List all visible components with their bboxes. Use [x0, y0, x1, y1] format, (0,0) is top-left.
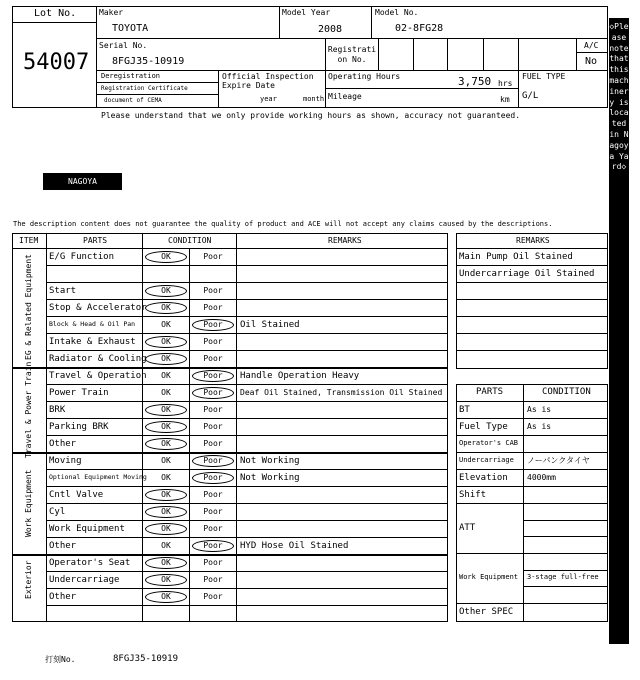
- part-label: Moving: [49, 456, 82, 466]
- part-label: E/G Function: [49, 252, 115, 262]
- condition-poor: Poor: [203, 507, 223, 516]
- model-year-label: Model Year: [282, 8, 331, 17]
- location-badge: [43, 173, 122, 190]
- condition-ok: OK: [161, 473, 171, 482]
- remark-text: Not Working: [240, 456, 300, 466]
- lot-number: 54007: [23, 50, 90, 75]
- maker-label: Maker: [99, 8, 124, 17]
- fuel-type-label: FUEL TYPE: [522, 72, 566, 81]
- right-parts-header: PARTS: [476, 387, 504, 397]
- right-part-condition: As is: [527, 405, 552, 414]
- condition-poor: Poor: [192, 370, 234, 382]
- right-part-label: Elevation: [459, 473, 508, 483]
- remark-text: Oil Stained: [240, 320, 300, 330]
- condition-poor: Poor: [203, 354, 223, 363]
- condition-poor: Poor: [203, 405, 223, 414]
- condition-poor: Poor: [203, 439, 223, 448]
- right-condition-header: CONDITION: [542, 387, 591, 397]
- condition-poor: Poor: [192, 540, 234, 552]
- remark-text: HYD Hose Oil Stained: [240, 541, 349, 551]
- part-label: Cyl: [49, 507, 66, 517]
- condition-ok: OK: [145, 591, 187, 603]
- condition-poor: Poor: [192, 472, 234, 484]
- maker-value: TOYOTA: [112, 23, 149, 34]
- right-part-label: ATT: [459, 523, 476, 533]
- condition-ok: OK: [145, 489, 187, 501]
- condition-poor: Poor: [192, 387, 234, 399]
- condition-ok: OK: [145, 557, 187, 569]
- group-label: Work Equipment: [24, 469, 33, 537]
- km-unit: km: [500, 95, 510, 104]
- right-part-label: Fuel Type: [459, 422, 508, 432]
- col-parts-header: PARTS: [83, 236, 108, 245]
- group-label: Exterior: [24, 560, 33, 599]
- year-label: year: [260, 95, 277, 103]
- group-label: EG & Related Equipment: [24, 254, 33, 361]
- condition-ok: OK: [145, 302, 187, 314]
- part-label: Parking BRK: [49, 422, 109, 432]
- condition-ok: OK: [145, 421, 187, 433]
- inspection-label: Official Inspection Expire Date: [222, 72, 314, 90]
- condition-poor: Poor: [203, 524, 223, 533]
- right-part-condition: As is: [527, 422, 552, 431]
- part-label: Operator's Seat: [49, 558, 131, 568]
- condition-poor: Poor: [203, 575, 223, 584]
- mileage-label: Mileage: [328, 92, 362, 101]
- side-banner-text: ◇Please note that this machinery is located in Nagoya Yard◇: [609, 22, 629, 172]
- condition-ok: OK: [145, 523, 187, 535]
- condition-poor: Poor: [203, 592, 223, 601]
- ac-label: A/C: [584, 41, 599, 50]
- condition-ok: OK: [145, 285, 187, 297]
- model-no-label: Model No.: [375, 8, 419, 17]
- condition-poor: Poor: [203, 252, 223, 261]
- condition-poor: Poor: [203, 286, 223, 295]
- right-part-label: Operator's CAB: [459, 439, 519, 447]
- condition-ok: OK: [145, 574, 187, 586]
- serial-label: Serial No.: [99, 41, 148, 50]
- part-label: Start: [49, 286, 77, 296]
- registration-label: Registrati on No.: [327, 45, 377, 64]
- part-label: Other: [49, 439, 77, 449]
- part-label: Block & Head & Oil Pan: [49, 320, 136, 328]
- hours-notice: Please understand that we only provide working hours as shown, accuracy not guaranteed.: [101, 111, 521, 120]
- location-badge-text: NAGOYA: [68, 177, 97, 186]
- right-part-condition: 3-stage full-free: [527, 573, 599, 581]
- remark-text: Deaf Oil Stained, Transmission Oil Stained: [240, 388, 443, 397]
- deregistration-label: Deregistration: [101, 72, 161, 80]
- model-no-value: 02-8FG28: [395, 23, 444, 34]
- hrs-unit: hrs: [498, 79, 513, 88]
- part-label: BRK: [49, 405, 66, 415]
- part-label: Work Equipment: [49, 524, 125, 534]
- right-part-label: Work Equipment: [459, 573, 519, 581]
- part-label: Undercarriage: [49, 575, 120, 585]
- condition-ok: OK: [145, 251, 187, 263]
- condition-poor: Poor: [203, 558, 223, 567]
- condition-ok: OK: [161, 320, 171, 329]
- remark-text: Handle Operation Heavy: [240, 371, 360, 381]
- condition-ok: OK: [161, 456, 171, 465]
- part-label: Stop & Accelerator: [49, 303, 147, 313]
- right-part-label: Shift: [459, 490, 487, 500]
- month-label: month: [303, 95, 325, 103]
- condition-poor: Poor: [203, 337, 223, 346]
- right-remark-item: Undercarriage Oil Stained: [459, 269, 595, 279]
- col-item-header: ITEM: [19, 236, 39, 245]
- condition-ok: OK: [145, 336, 187, 348]
- part-label: Cntl Valve: [49, 490, 104, 500]
- condition-ok: OK: [161, 541, 171, 550]
- stamp-label: 打刻No.: [45, 655, 76, 664]
- ac-value: No: [585, 56, 598, 67]
- part-label: Other: [49, 592, 77, 602]
- condition-poor: Poor: [203, 422, 223, 431]
- condition-poor: Poor: [192, 455, 234, 467]
- condition-poor: Poor: [192, 319, 234, 331]
- disclaimer: The description content does not guarantee the quality of product and ACE will not accept any claims caused by the descriptions.: [13, 220, 553, 228]
- part-label: Travel & Operation: [49, 371, 147, 381]
- model-year-value: 2008: [318, 24, 343, 35]
- condition-ok: OK: [145, 506, 187, 518]
- group-label: Travel & Power Train: [24, 361, 33, 458]
- col-remarks-header: REMARKS: [328, 236, 362, 245]
- right-remark-item: Main Pump Oil Stained: [459, 252, 573, 262]
- fuel-type-value: G/L: [522, 91, 539, 101]
- condition-ok: OK: [145, 353, 187, 365]
- right-part-condition: ノーパンクタイヤ: [527, 456, 590, 465]
- cema-document-label: document of CEMA: [104, 97, 162, 104]
- part-label: Radiator & Cooling: [49, 354, 147, 364]
- col-condition-header: CONDITION: [168, 236, 212, 245]
- condition-ok: OK: [145, 438, 187, 450]
- remark-text: Not Working: [240, 473, 300, 483]
- condition-ok: OK: [161, 371, 171, 380]
- lot-label: Lot No.: [34, 8, 77, 19]
- stamp-value: 8FGJ35-10919: [113, 654, 179, 664]
- right-part-label: BT: [459, 405, 470, 415]
- side-banner: [609, 18, 629, 644]
- right-part-condition: 4000mm: [527, 473, 556, 482]
- part-label: Optional Equipment Moving: [49, 473, 147, 481]
- right-remarks-header: REMARKS: [516, 236, 550, 245]
- registration-certificate-label: Registration Certificate: [101, 85, 188, 92]
- serial-value: 8FGJ35-10919: [112, 56, 185, 67]
- condition-ok: OK: [145, 404, 187, 416]
- part-label: Other: [49, 541, 77, 551]
- condition-poor: Poor: [203, 490, 223, 499]
- condition-ok: OK: [161, 388, 171, 397]
- right-part-label: Undercarriage: [459, 456, 514, 464]
- part-label: Intake & Exhaust: [49, 337, 136, 347]
- part-label: Power Train: [49, 388, 109, 398]
- condition-poor: Poor: [203, 303, 223, 312]
- operating-hours-label: Operating Hours: [328, 72, 401, 81]
- operating-hours-value: 3,750: [458, 75, 492, 88]
- right-part-label: Other SPEC: [459, 607, 514, 617]
